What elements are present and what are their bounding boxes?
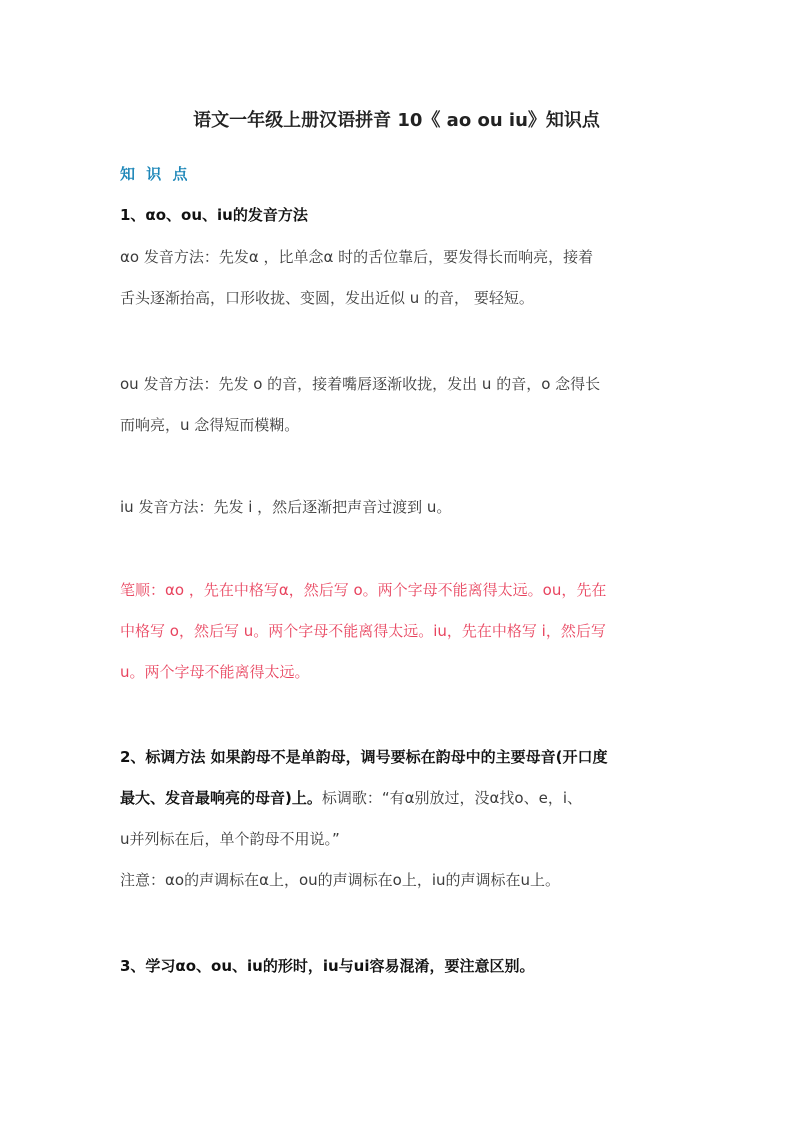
tone-song-text: 标调歌：“有α别放过，没α找o、e，i、 (321, 789, 582, 807)
stroke-order-line-1: 笔顺：αo ，先在中格写α，然后写 o。两个字母不能离得太远。ou，先在 (120, 581, 607, 599)
section-2-line-1: 2、标调方法 如果韵母不是单韵母，调号要标在韵母中的主要母音(开口度 (120, 748, 608, 766)
section-3-heading: 3、学习αo、ou、iu的形时，iu与ui容易混淆，要注意区别。 (120, 957, 535, 975)
note-line: 注意：αo的声调标在α上，ou的声调标在o上，iu的声调标在u上。 (120, 871, 560, 889)
stroke-order-line-3: u。两个字母不能离得太远。 (120, 663, 310, 681)
section-label: 知 识 点 (120, 165, 191, 183)
iu-line-1: iu 发音方法：先发 i ，然后逐渐把声音过渡到 u。 (120, 498, 452, 516)
ao-line-1: αo 发音方法：先发α ，比单念α 时的舌位靠后，要发得长而响亮，接着 (120, 248, 594, 266)
ou-line-1: ou 发音方法：先发 o 的音，接着嘴唇逐渐收拢，发出 u 的音，o 念得长 (120, 375, 601, 393)
section-2-bold-text: 最大、发音最响亮的母音)上。 (120, 789, 322, 807)
ou-line-2: 而响亮，u 念得短而模糊。 (120, 416, 300, 434)
ao-line-2: 舌头逐渐抬高，口形收拢、变圆，发出近似 u 的音， 要轻短。 (120, 289, 534, 307)
page-title: 语文一年级上册汉语拼音 10《 ao ou iu》知识点 (193, 110, 600, 131)
section-2-line-3: u并列标在后，单个韵母不用说。” (120, 830, 340, 848)
section-1-heading: 1、αo、ou、iu的发音方法 (120, 206, 308, 224)
stroke-order-line-2: 中格写 o，然后写 u。两个字母不能离得太远。iu，先在中格写 i，然后写 (120, 622, 606, 640)
section-2-line-2 (120, 788, 676, 808)
